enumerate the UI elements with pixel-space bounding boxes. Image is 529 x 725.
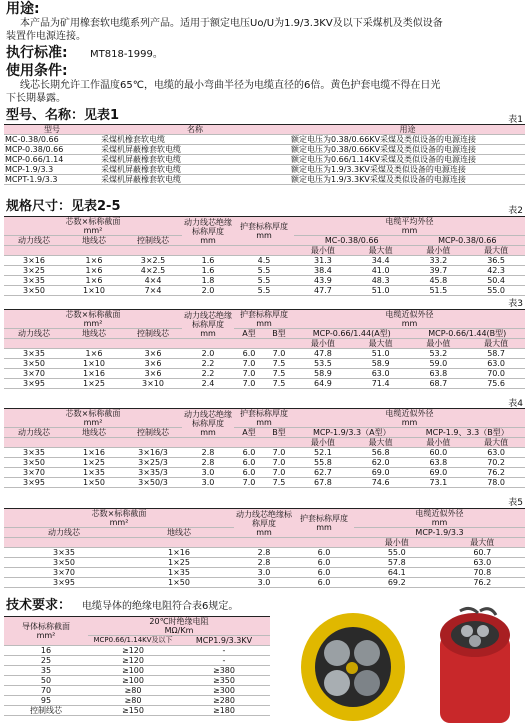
- table-cell: 1×50: [124, 578, 234, 588]
- t5-h-m1: MCP-1.9/3.3: [354, 528, 525, 538]
- table-cell: 2.2: [182, 369, 234, 379]
- cell: MCPT-1.9/3.3: [4, 175, 100, 185]
- table-cell: 25: [4, 656, 88, 666]
- t4-h-m2: MCP-1.9、3.3（B型）: [410, 428, 526, 438]
- table-cell: 3×70: [4, 369, 64, 379]
- table2-label: 表2: [508, 206, 523, 216]
- table-row: [4, 155, 525, 165]
- t4-h-m1: MCP-1.9/3.3（A型）: [294, 428, 409, 438]
- table-cell: 1×35: [124, 568, 234, 578]
- table-cell: 3×35: [4, 276, 64, 286]
- table-cell: 2.0: [182, 286, 234, 296]
- table-cell: 3×25: [4, 266, 64, 276]
- table-cell: 7.5: [264, 369, 294, 379]
- table-cell: 7.0: [264, 349, 294, 359]
- table5: [4, 508, 525, 588]
- table-cell: 1×35: [64, 468, 124, 478]
- table4-label: 表4: [508, 399, 523, 409]
- table-cell: 3.0: [182, 478, 234, 488]
- table-cell: 3×6: [124, 349, 182, 359]
- table-cell: 3.0: [182, 468, 234, 478]
- table-cell: 39.7: [410, 266, 468, 276]
- t4-h-a: A型: [234, 428, 264, 438]
- table-row: [4, 676, 270, 686]
- table-cell: 41.0: [352, 266, 410, 276]
- table-row: [4, 369, 525, 379]
- t4-h-min1: 最小值: [294, 438, 352, 448]
- table-cell: 1×25: [64, 458, 124, 468]
- table-cell: 76.2: [440, 578, 526, 588]
- t3-h-min2: 最小值: [410, 339, 468, 349]
- table-cell: 3×16/3: [124, 448, 182, 458]
- table-cell: 55.0: [467, 286, 525, 296]
- table-cell: 63.0: [467, 359, 525, 369]
- table-row: [4, 379, 525, 389]
- t3-h-ground: 地线芯: [64, 329, 124, 339]
- table-cell: 3×35: [4, 349, 64, 359]
- t2-h-sheath: 护套标称厚度 mm: [234, 217, 294, 246]
- t4-h-ground: 地线芯: [64, 428, 124, 438]
- table6: [4, 616, 270, 716]
- t6-h-c2: MCP1.9/3.3KV: [178, 636, 270, 646]
- table-cell: 5.5: [234, 266, 294, 276]
- table-cell: ≥150: [88, 706, 178, 716]
- t5-h-max: 最大值: [440, 538, 526, 548]
- table-row: [4, 165, 525, 175]
- table-cell: 69.0: [352, 468, 410, 478]
- table-cell: 68.7: [410, 379, 468, 389]
- table-cell: 2.8: [234, 548, 294, 558]
- table-cell: 1×6: [64, 276, 124, 286]
- t3-h-m2: MCP-0.66/1.44(B型): [410, 329, 526, 339]
- table-cell: 1×10: [64, 359, 124, 369]
- table-cell: 75.6: [467, 379, 525, 389]
- table-row: [4, 286, 525, 296]
- table-cell: 47.8: [294, 349, 352, 359]
- table-cell: ≥100: [88, 676, 178, 686]
- table-cell: 95: [4, 696, 88, 706]
- table-cell: 7.5: [264, 379, 294, 389]
- table-cell: 50: [4, 676, 88, 686]
- table-cell: 57.8: [354, 558, 439, 568]
- t5-h-power: 动力线芯: [4, 528, 124, 538]
- t6-h-c1: MCP0.66/1.14KV及以下: [88, 636, 178, 646]
- t1-h-model: 型号: [4, 125, 100, 135]
- table-cell: 3×35/3: [124, 468, 182, 478]
- table-cell: 50.4: [467, 276, 525, 286]
- table-cell: 7×4: [124, 286, 182, 296]
- cable-photo: [275, 605, 525, 723]
- table-row: [4, 468, 525, 478]
- table-cell: 33.2: [410, 256, 468, 266]
- table-row: [4, 349, 525, 359]
- table-cell: 3×6: [124, 359, 182, 369]
- cell: 额定电压为0.66/1.14KV采煤及类似设备的电源连接: [290, 155, 525, 165]
- table-cell: 63.8: [410, 369, 468, 379]
- t5-h-ins: 动力线芯绝缘标称厚度 mm: [236, 509, 293, 537]
- table-cell: 3×70: [4, 568, 124, 578]
- table-cell: 36.5: [467, 256, 525, 266]
- table-cell: 1.6: [182, 266, 234, 276]
- t2-h-min1: 最小值: [294, 246, 352, 256]
- table-cell: 3×70: [4, 468, 64, 478]
- table-cell: 1×25: [64, 379, 124, 389]
- usage-text-2: 装置作电源连接。: [6, 31, 86, 42]
- table-cell: 53.2: [410, 349, 468, 359]
- cell: MCP-0.38/0.66: [4, 145, 100, 155]
- table-cell: -: [178, 656, 270, 666]
- table-cell: 6.0: [234, 448, 264, 458]
- cell: 采煤机屏蔽橡套软电缆: [100, 165, 290, 175]
- table-cell: ≥80: [88, 696, 178, 706]
- table-cell: 1×50: [64, 478, 124, 488]
- table-cell: 7.5: [264, 478, 294, 488]
- t3-h-control: 控制线芯: [124, 329, 182, 339]
- table-cell: 42.3: [467, 266, 525, 276]
- table-cell: 控制线芯: [4, 706, 88, 716]
- cell: 额定电压为0.38/0.66KV采煤及类似设备的电源连接: [290, 145, 525, 155]
- table-cell: 34.4: [352, 256, 410, 266]
- tech-text: 电缆导体的绝缘电阻符合表6规定。: [82, 601, 239, 612]
- table-cell: 3×25/3: [124, 458, 182, 468]
- conditions-text-1: 线芯长期允许工作温度65℃，电缆的最小弯曲半径为电缆直径的6倍。黄色护套电缆不得在日光: [20, 80, 441, 91]
- t4-h-control: 控制线芯: [124, 428, 182, 438]
- table-cell: 74.6: [352, 478, 410, 488]
- table-cell: 1×16: [124, 548, 234, 558]
- table-cell: 2.0: [182, 349, 234, 359]
- cell: MCP-0.66/1.14: [4, 155, 100, 165]
- table-cell: -: [178, 646, 270, 656]
- standard-heading: 执行标准:: [6, 45, 68, 61]
- table-cell: 58.9: [352, 359, 410, 369]
- table-cell: 51.5: [410, 286, 468, 296]
- table-cell: 64.9: [294, 379, 352, 389]
- table-cell: 7.0: [234, 359, 264, 369]
- conditions-text-2: 下长期暴露。: [6, 93, 66, 104]
- table-cell: 51.0: [352, 349, 410, 359]
- table-cell: 62.0: [352, 458, 410, 468]
- cell: 额定电压为0.38/0.66KV采煤及类似设备的电源连接: [290, 135, 525, 145]
- t1-h-name: 名称: [100, 125, 290, 135]
- table-cell: 70: [4, 686, 88, 696]
- table-row: [4, 359, 525, 369]
- table-cell: ≥100: [88, 666, 178, 676]
- table-cell: 1×16: [64, 448, 124, 458]
- table-cell: 70.8: [440, 568, 526, 578]
- t2-h-min2: 最小值: [410, 246, 468, 256]
- cell: 采煤机屏蔽橡套软电缆: [100, 155, 290, 165]
- t3-h-a: A型: [234, 329, 264, 339]
- t6-h-cond: 导体标称截面 mm²: [4, 617, 88, 646]
- table-cell: 7.0: [234, 369, 264, 379]
- table-cell: 3×6: [124, 369, 182, 379]
- table-cell: 1×6: [64, 256, 124, 266]
- table-cell: 55.8: [294, 458, 352, 468]
- table-cell: 6.0: [234, 468, 264, 478]
- t2-h-max2: 最大值: [467, 246, 525, 256]
- table-cell: 47.7: [294, 286, 352, 296]
- t2-h-max1: 最大值: [352, 246, 410, 256]
- specs-heading: 规格尺寸：见表2-5: [6, 199, 121, 214]
- table-cell: ≥120: [88, 656, 178, 666]
- t3-h-ins: 动力线芯绝缘标称厚度 mm: [184, 310, 233, 338]
- table-row: [4, 145, 525, 155]
- t5-h-sheath: 护套标称厚度 mm: [294, 509, 354, 538]
- table-cell: 64.1: [354, 568, 439, 578]
- table-cell: 67.8: [294, 478, 352, 488]
- table-cell: 7.0: [234, 379, 264, 389]
- table-cell: 38.4: [294, 266, 352, 276]
- table-cell: 6.0: [294, 578, 354, 588]
- t4-h-b: B型: [264, 428, 294, 438]
- conditions-heading: 使用条件:: [6, 63, 68, 79]
- table-cell: ≥280: [178, 696, 270, 706]
- table-row: [4, 706, 270, 716]
- t4-h-ins: 动力线芯绝缘标称厚度 mm: [184, 409, 233, 437]
- t5-h-od: 电缆近似外径 mm: [354, 509, 525, 528]
- table-cell: 3×50: [4, 458, 64, 468]
- table-cell: 3×50: [4, 359, 64, 369]
- usage-text-1: 本产品为矿用橡套软电缆系列产品。适用于额定电压Uo/U为1.9/3.3KV及以下采煤机及类似设备: [20, 18, 443, 29]
- t4-h-power: 动力线芯: [4, 428, 64, 438]
- table-cell: 7.0: [264, 468, 294, 478]
- table-cell: 2.8: [182, 448, 234, 458]
- table3-label: 表3: [508, 299, 523, 309]
- table-cell: 6.0: [294, 558, 354, 568]
- t2-h-ground: 地线芯: [64, 236, 124, 246]
- usage-heading: 用途:: [6, 1, 40, 17]
- table-cell: 4.5: [234, 256, 294, 266]
- t6-h-res: 20℃时绝缘电阻 MΩ/Km: [88, 617, 270, 636]
- table-row: [4, 568, 525, 578]
- table-cell: 60.7: [440, 548, 526, 558]
- table-cell: ≥350: [178, 676, 270, 686]
- table-cell: 16: [4, 646, 88, 656]
- table-cell: 43.9: [294, 276, 352, 286]
- tech-heading: 技术要求：: [6, 598, 72, 613]
- table-row: [4, 696, 270, 706]
- table-cell: 70.2: [467, 458, 525, 468]
- table1: [4, 124, 525, 185]
- table-cell: 1×6: [64, 349, 124, 359]
- table-row: [4, 478, 525, 488]
- t3-h-m1: MCP-0.66/1.44(A型): [294, 329, 409, 339]
- t3-h-b: B型: [264, 329, 294, 339]
- table-cell: 1.6: [182, 256, 234, 266]
- table-row: [4, 548, 525, 558]
- cell: MC-0.38/0.66: [4, 135, 100, 145]
- t4-h-sheath: 护套标称厚度 mm: [234, 409, 294, 428]
- table-cell: 6.0: [294, 568, 354, 578]
- table-cell: 3×2.5: [124, 256, 182, 266]
- t2-h-core: 芯数×标称截面 mm²: [4, 217, 182, 236]
- table-cell: 7.5: [264, 359, 294, 369]
- table-cell: 3×95: [4, 478, 64, 488]
- table-cell: 48.3: [352, 276, 410, 286]
- t3-h-od: 电缆近似外径 mm: [294, 310, 525, 329]
- table-cell: 2.8: [182, 458, 234, 468]
- t3-h-max1: 最大值: [352, 339, 410, 349]
- t3-h-min1: 最小值: [294, 339, 352, 349]
- cell: 采煤机橡套软电缆: [100, 135, 290, 145]
- table-cell: 63.0: [440, 558, 526, 568]
- table-cell: 58.9: [294, 369, 352, 379]
- table-cell: 63.0: [352, 369, 410, 379]
- table-cell: 3×50/3: [124, 478, 182, 488]
- table-row: [4, 276, 525, 286]
- table-row: [4, 458, 525, 468]
- table-cell: 3×10: [124, 379, 182, 389]
- t2-h-ins: 动力线芯绝缘标称厚度 mm: [184, 217, 233, 245]
- table5-label: 表5: [508, 498, 523, 508]
- cell: 额定电压为1.9/3.3KV采煤及类似设备的电源连接: [290, 165, 525, 175]
- table1-label: 表1: [508, 115, 523, 125]
- table-cell: 1×25: [124, 558, 234, 568]
- table-cell: 78.0: [467, 478, 525, 488]
- table-cell: 1×6: [64, 266, 124, 276]
- t3-h-sheath: 护套标称厚度 mm: [234, 310, 294, 329]
- table-cell: 6.0: [234, 349, 264, 359]
- table-cell: 63.0: [467, 448, 525, 458]
- table-row: [4, 646, 270, 656]
- t5-h-ground: 地线芯: [124, 528, 234, 538]
- t4-h-min2: 最小值: [410, 438, 468, 448]
- table-cell: 63.8: [410, 458, 468, 468]
- t4-h-max2: 最大值: [467, 438, 525, 448]
- table-cell: 6.0: [234, 458, 264, 468]
- t4-h-od: 电缆近似外径 mm: [294, 409, 525, 428]
- table-cell: 2.4: [182, 379, 234, 389]
- t2-h-m2: MCP-0.38/0.66: [410, 236, 526, 246]
- table-cell: 45.8: [410, 276, 468, 286]
- table-row: [4, 686, 270, 696]
- t4-h-core: 芯数×标称截面 mm²: [4, 409, 182, 428]
- table-cell: 4×4: [124, 276, 182, 286]
- table-cell: ≥380: [178, 666, 270, 676]
- table2: [4, 216, 525, 296]
- table-cell: 56.8: [352, 448, 410, 458]
- cell: 采煤机屏蔽橡套软电缆: [100, 145, 290, 155]
- table-cell: 52.1: [294, 448, 352, 458]
- table-row: [4, 266, 525, 276]
- table-cell: ≥80: [88, 686, 178, 696]
- table-cell: 1.8: [182, 276, 234, 286]
- table3: [4, 309, 525, 389]
- table-cell: 69.0: [410, 468, 468, 478]
- t2-h-power: 动力线芯: [4, 236, 64, 246]
- cell: 额定电压为1.9/3.3KV采煤及类似设备的电源连接: [290, 175, 525, 185]
- t2-h-control: 控制线芯: [124, 236, 182, 246]
- table-cell: 31.3: [294, 256, 352, 266]
- table-cell: 1×10: [64, 286, 124, 296]
- table-cell: 62.7: [294, 468, 352, 478]
- t3-h-core: 芯数×标称截面 mm²: [4, 310, 182, 329]
- table-cell: 5.5: [234, 286, 294, 296]
- table4: [4, 408, 525, 488]
- table-cell: 3.0: [234, 568, 294, 578]
- table-row: [4, 558, 525, 568]
- table-cell: 60.0: [410, 448, 468, 458]
- table-cell: 1×16: [64, 369, 124, 379]
- t5-h-core: 芯数×标称截面 mm²: [4, 509, 234, 528]
- table-row: [4, 448, 525, 458]
- table-cell: 51.0: [352, 286, 410, 296]
- table-cell: 53.5: [294, 359, 352, 369]
- table-row: [4, 578, 525, 588]
- table-cell: 6.0: [294, 548, 354, 558]
- table-cell: 4×2.5: [124, 266, 182, 276]
- t1-h-use: 用途: [290, 125, 525, 135]
- table-cell: 58.7: [467, 349, 525, 359]
- table-cell: 7.0: [264, 448, 294, 458]
- table-cell: 35: [4, 666, 88, 676]
- t3-h-power: 动力线芯: [4, 329, 64, 339]
- t2-h-m1: MC-0.38/0.66: [294, 236, 409, 246]
- table-row: [4, 175, 525, 185]
- table-row: [4, 666, 270, 676]
- table-cell: 7.0: [264, 458, 294, 468]
- t3-h-max2: 最大值: [467, 339, 525, 349]
- table-cell: 3×95: [4, 379, 64, 389]
- table-cell: 3×50: [4, 558, 124, 568]
- table-cell: 7.0: [234, 478, 264, 488]
- table-cell: 3×95: [4, 578, 124, 588]
- table-row: [4, 256, 525, 266]
- t4-h-max1: 最大值: [352, 438, 410, 448]
- table-cell: 3×16: [4, 256, 64, 266]
- t5-h-min: 最小值: [354, 538, 439, 548]
- table-cell: 3×35: [4, 448, 64, 458]
- models-heading: 型号、名称：见表1: [6, 108, 120, 123]
- table-cell: ≥300: [178, 686, 270, 696]
- table-cell: 71.4: [352, 379, 410, 389]
- table-cell: 76.2: [467, 468, 525, 478]
- cell: MCP-1.9/3.3: [4, 165, 100, 175]
- table-cell: ≥180: [178, 706, 270, 716]
- table-cell: 3×50: [4, 286, 64, 296]
- table-row: [4, 656, 270, 666]
- table-cell: 69.2: [354, 578, 439, 588]
- table-cell: 2.8: [234, 558, 294, 568]
- table-cell: 73.1: [410, 478, 468, 488]
- table-cell: 70.0: [467, 369, 525, 379]
- table-cell: 2.2: [182, 359, 234, 369]
- cell: 采煤机屏蔽橡套软电缆: [100, 175, 290, 185]
- table-cell: ≥120: [88, 646, 178, 656]
- table-cell: 5.5: [234, 276, 294, 286]
- table-cell: 55.0: [354, 548, 439, 558]
- standard-value: MT818-1999。: [90, 49, 163, 60]
- t2-h-od: 电缆平均外径 mm: [294, 217, 525, 236]
- table-cell: 3.0: [234, 578, 294, 588]
- table-row: [4, 135, 525, 145]
- table-cell: 3×35: [4, 548, 124, 558]
- table-cell: 59.0: [410, 359, 468, 369]
